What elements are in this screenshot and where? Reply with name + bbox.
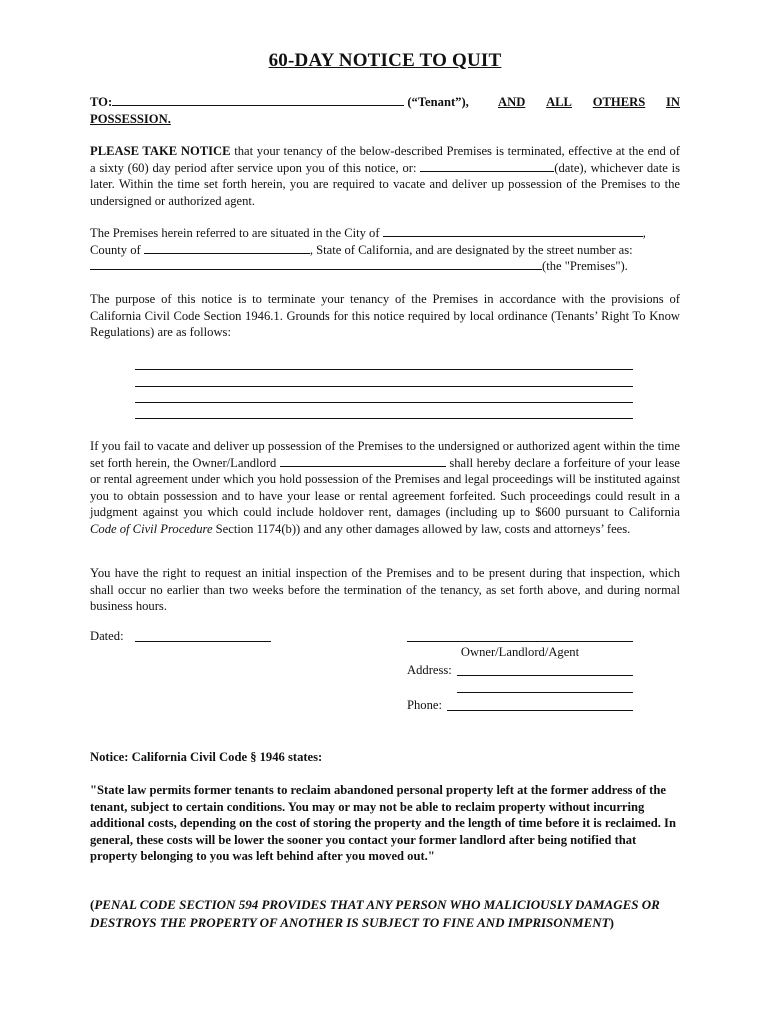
city-field[interactable]: [383, 225, 643, 237]
paragraph-text: that your tenancy of the below-described Premises is terminated, effective at the end of a sixty (60) day period after service upon you of this notice, or:: [90, 144, 680, 175]
paragraph-text: Section 1174(b)) and any other damages allowed by law, costs and attorneys’ fees.: [212, 521, 631, 536]
paren-open: (: [90, 897, 95, 912]
signature-line[interactable]: [407, 641, 633, 642]
civil-code-quote: "State law permits former tenants to reclaim abandoned personal property left at the former address of the tenant, subject to certain conditions. You may or may not be able to reclaim property without incurring additional costs, depending on the cost of storing the property and the length of time before it is reclaimed. In general, these costs will be lower the sooner you contact your former landlord after being notified that property belonging to you was left behind after you moved out.": [90, 783, 676, 864]
date-field[interactable]: [420, 160, 554, 172]
purpose-paragraph: The purpose of this notice is to terminate your tenancy of the Premises in accordance with the provisions of California Civil Code Section 1946.1. Grounds for this notice required by local ordinance (Tenants’ Right To Know Regulations) are as follows:: [90, 292, 680, 340]
dated-field[interactable]: [135, 641, 271, 642]
notice-paragraph: [90, 143, 680, 209]
owner-landlord-field[interactable]: [280, 455, 446, 467]
grounds-line[interactable]: [135, 386, 633, 387]
others-word: IN: [666, 95, 680, 109]
notice-heading: Notice: California Civil Code § 1946 states:: [90, 750, 323, 764]
paragraph-text: whichever date is later. Within the time set forth herein, you are required to vacate and deliver up possession of the Premises to the undersigned or authorized agent.: [90, 160, 680, 208]
address-field-2[interactable]: [457, 692, 633, 693]
code-citation: Code of Civil Procedure: [90, 521, 213, 536]
others-word: OTHERS: [592, 95, 646, 109]
possession-label: POSSESSION.: [90, 111, 171, 126]
county-label: County of: [90, 242, 144, 257]
paren-close: ): [609, 915, 614, 930]
premises-label: (the "Premises").: [542, 259, 628, 274]
please-take-notice: PLEASE TAKE NOTICE: [90, 144, 231, 158]
date-label: (date),: [554, 160, 587, 175]
premises-paragraph: [90, 225, 680, 275]
address-field[interactable]: [457, 675, 633, 676]
tenant-name-field[interactable]: [112, 94, 404, 106]
address-label: Address:: [407, 663, 452, 677]
grounds-line[interactable]: [135, 369, 633, 370]
inspection-paragraph: You have the right to request an initial inspection of the Premises and to be present during that inspection, which shall occur no earlier than two weeks before the termination of the tenancy, as set forth above, and during normal business hours.: [90, 566, 680, 614]
others-word: AND: [498, 95, 526, 109]
penal-code-notice: [90, 896, 680, 932]
street-address-field[interactable]: [90, 258, 542, 270]
grounds-line[interactable]: [135, 418, 633, 419]
dated-label: Dated:: [90, 629, 124, 643]
paragraph-text: shall hereby declare a forfeiture of your lease or rental agreement under which you hold possession of the Premises and legal proceedings will be instituted against you to obtain possession and to have your lease or rental agreement forfeited. Such proceedings could result in a judgment against you which could include holdover rent, damages (including up to $600 pursuant to California: [90, 455, 680, 520]
tenant-label: (“Tenant”),: [407, 95, 469, 109]
phone-field[interactable]: [447, 710, 633, 711]
paragraph-text: If you fail to vacate and deliver up possession of the Premises to the undersigned or authorized agent within the time set forth herein, the Owner/Landlord: [90, 439, 680, 470]
grounds-line[interactable]: [135, 402, 633, 403]
comma: ,: [642, 226, 646, 240]
penal-code-text: PENAL CODE SECTION 594 PROVIDES THAT ANY PERSON WHO MALICIOUSLY DAMAGES OR DESTROYS THE PROPERTY OF ANOTHER IS SUBJECT TO FINE AND IMPRISONMENT: [90, 897, 660, 930]
to-label: TO:: [90, 95, 113, 109]
document-title: 60-DAY NOTICE TO QUIT: [268, 50, 502, 71]
phone-label: Phone:: [407, 698, 442, 712]
forfeiture-paragraph: [90, 438, 680, 538]
owner-label: Owner/Landlord/Agent: [460, 645, 580, 659]
to-line: [90, 94, 680, 127]
county-field[interactable]: [144, 242, 310, 254]
others-word: ALL: [546, 95, 572, 109]
paragraph-text: , State of California, and are designated by the street number as:: [309, 242, 633, 257]
paragraph-text: The Premises herein referred to are situated in the City of: [90, 226, 383, 240]
